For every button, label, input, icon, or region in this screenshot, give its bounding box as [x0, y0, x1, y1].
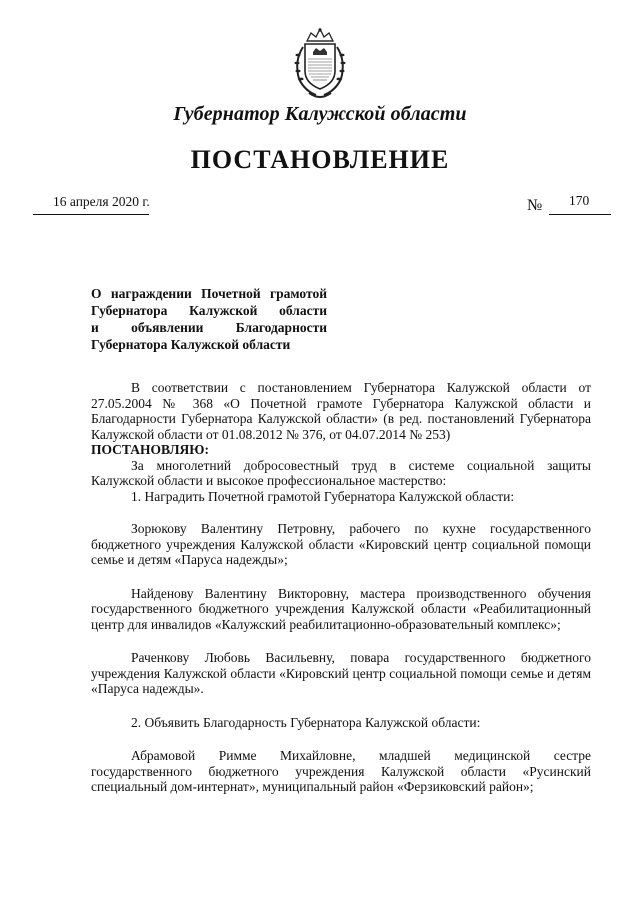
- document-subject: [91, 285, 327, 353]
- date-underline: [33, 214, 149, 215]
- subject-line: Губернатора Калужской области: [91, 337, 291, 352]
- issuing-authority: Губернатор Калужской области: [173, 103, 467, 125]
- awardee-paragraph: Зорюкову Валентину Петровну, рабочего по кухне государственного бюджетного учреждения Калужской области «Кировский центр социальной помощи семье и детям «Паруса надежды»;: [91, 521, 591, 567]
- resolve-heading: ПОСТАНОВЛЯЮ:: [91, 442, 209, 457]
- thanked-paragraph: Абрамовой Римме Михайловне, младшей медицинской сестре государственного бюджетного учреждения Калужской области «Русинский специальный дом-интернат», муниципальный район «Ферзиковский район»;: [91, 748, 591, 794]
- item-2-heading: 2. Объявить Благодарность Губернатора Калужской области:: [131, 714, 481, 730]
- coat-of-arms-emblem: [289, 27, 351, 101]
- document-date: 16 апреля 2020 г.: [53, 194, 150, 209]
- document-number: 170: [569, 193, 590, 208]
- item-1-heading: 1. Наградить Почетной грамотой Губернатора Калужской области:: [131, 488, 515, 504]
- subject-line: О награждении Почетной грамотой: [91, 286, 327, 301]
- number-sign: №: [527, 197, 543, 214]
- subject-line: и объявлении Благодарности: [91, 320, 327, 335]
- reason-paragraph: За многолетний добросовестный труд в системе социальной защиты Калужской области и высокое профессиональное мастерство:: [91, 457, 591, 488]
- document-body: [91, 380, 591, 795]
- number-underline: [549, 214, 611, 215]
- subject-line: Губернатора Калужской области: [91, 303, 327, 318]
- awardee-paragraph: Раченкову Любовь Васильевну, повара государственного бюджетного учреждения Калужской области «Кировский центр социальной помощи семье и детям «Паруса надежды».: [91, 650, 591, 696]
- document-type-title: ПОСТАНОВЛЕНИЕ: [190, 145, 450, 174]
- awardee-paragraph: Найденову Валентину Викторовну, мастера производственного обучения государственного бюджетного учреждения Калужской области «Реабилитационный центр для инвалидов «Калужский реабилитационно-образовательный комплекс»;: [91, 585, 591, 632]
- preamble-paragraph: В соответствии с постановлением Губернатора Калужской области от 27.05.2004 № 368 «О Почетной грамоте Губернатора Калужской области и Благодарности Губернатора Калужской области» (в ред. постановлений Губернатора Калужской области от 01.08.2012 № 376, от 04.07.2014 № 253): [91, 380, 591, 442]
